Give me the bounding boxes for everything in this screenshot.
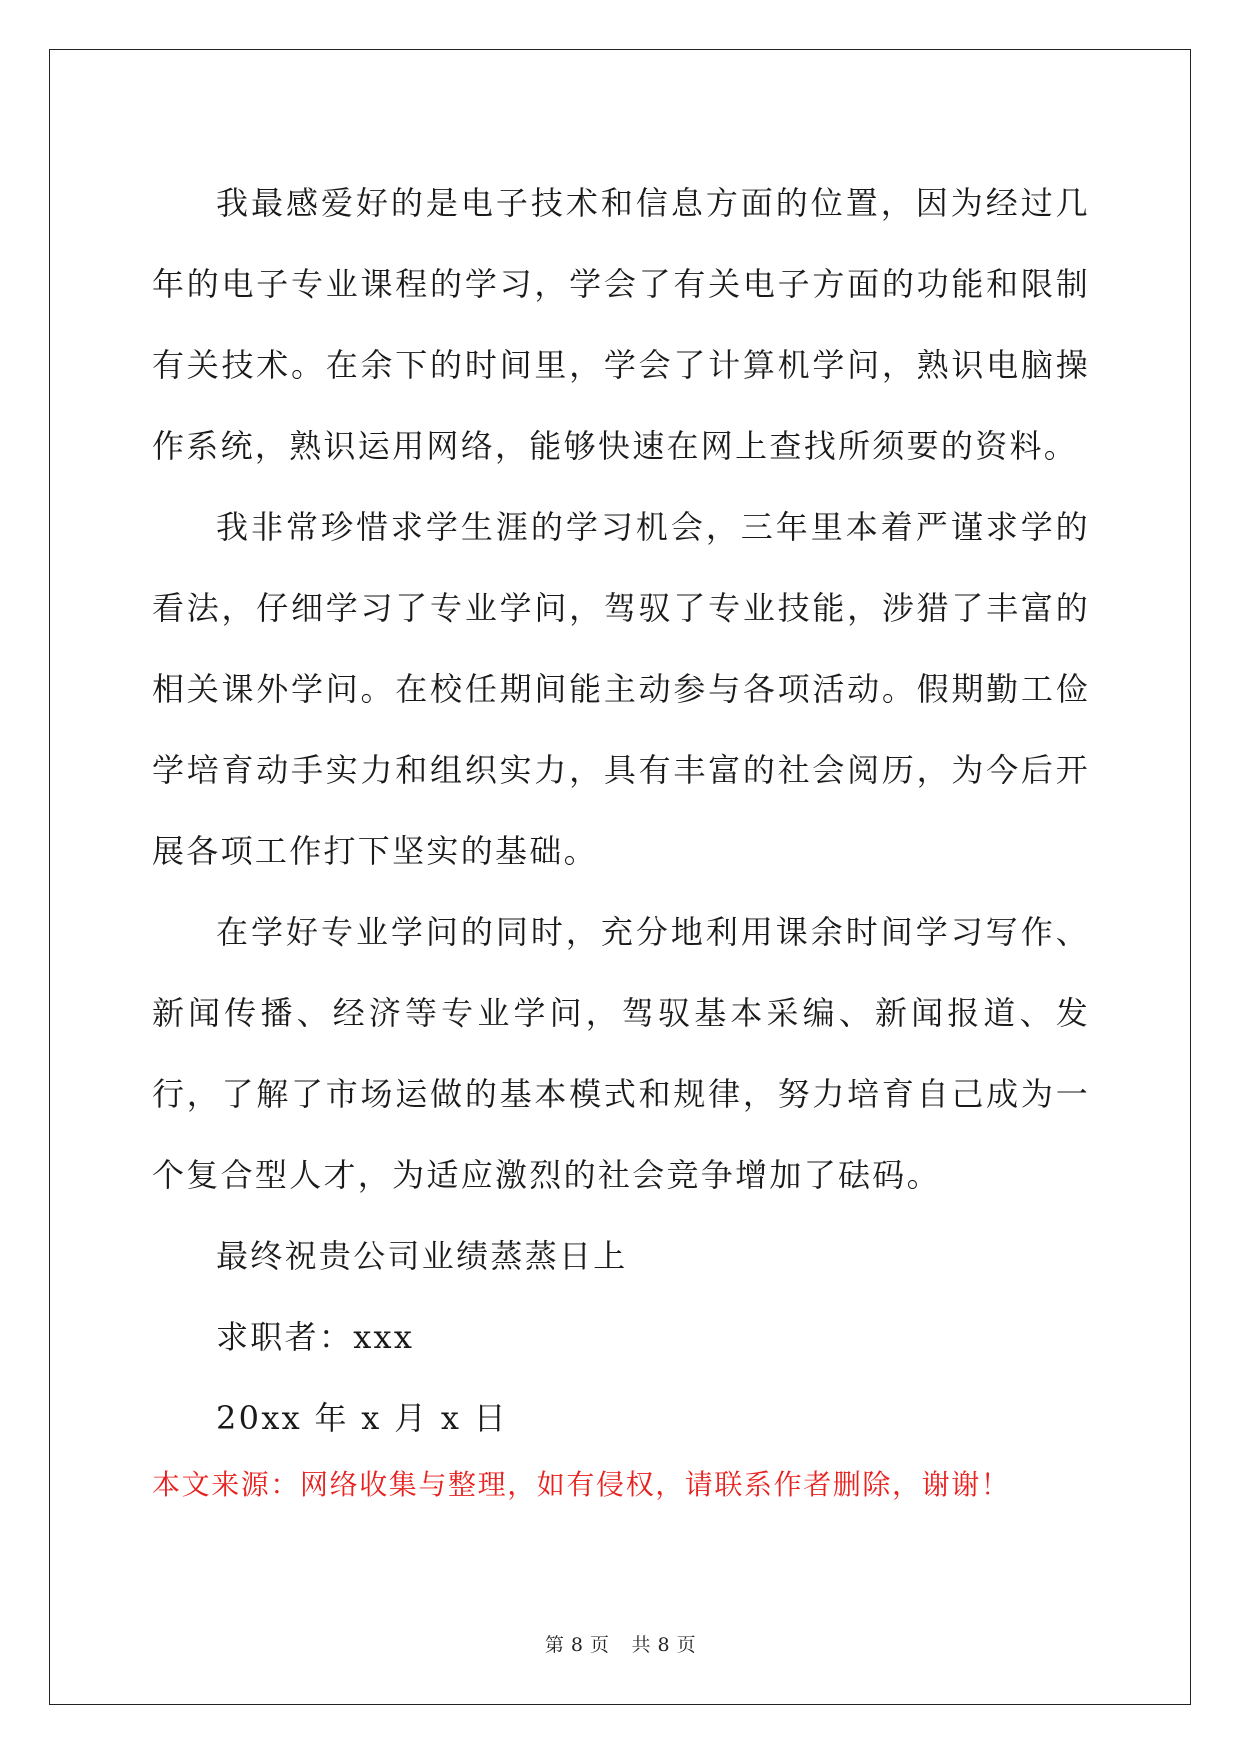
- paragraph-study-experience: 我非常珍惜求学生涯的学习机会，三年里本着严谨求学的看法，仔细学习了专业学问，驾驭了专业技能，涉猎了丰富的相关课外学问。在校任期间能主动参与各项活动。假期勤工俭学培育动手实力和组织实力，具有丰富的社会阅历，为今后开展各项工作打下坚实的基础。: [152, 508, 1090, 870]
- page-footer: [0, 1630, 1241, 1657]
- closing-wish: 最终祝贵公司业绩蒸蒸日上: [216, 1237, 628, 1275]
- paragraph-electronics-interest: 我最感爱好的是电子技术和信息方面的位置，因为经过几年的电子专业课程的学习，学会了有关电子方面的功能和限制有关技术。在余下的时间里，学会了计算机学问，熟识电脑操作系统，熟识运用网络，能够快速在网上查找所须要的资料。: [152, 184, 1090, 465]
- document-body: [152, 163, 1090, 1459]
- applicant-signature: 求职者：xxx: [216, 1318, 415, 1356]
- source-note: 本文来源：网络收集与整理，如有侵权，请联系作者删除，谢谢！: [152, 1468, 1011, 1501]
- date-line: 20xx 年 x 月 x 日: [216, 1399, 508, 1437]
- paragraph-extra-skills: 在学好专业学问的同时，充分地利用课余时间学习写作、新闻传播、经济等专业学问，驾驭基本采编、新闻报道、发行，了解了市场运做的基本模式和规律，努力培育自己成为一个复合型人才，为适应激烈的社会竞争增加了砝码。: [152, 913, 1090, 1194]
- page-number-current: 第 8 页: [544, 1634, 610, 1656]
- page-number-total: 共 8 页: [631, 1634, 697, 1656]
